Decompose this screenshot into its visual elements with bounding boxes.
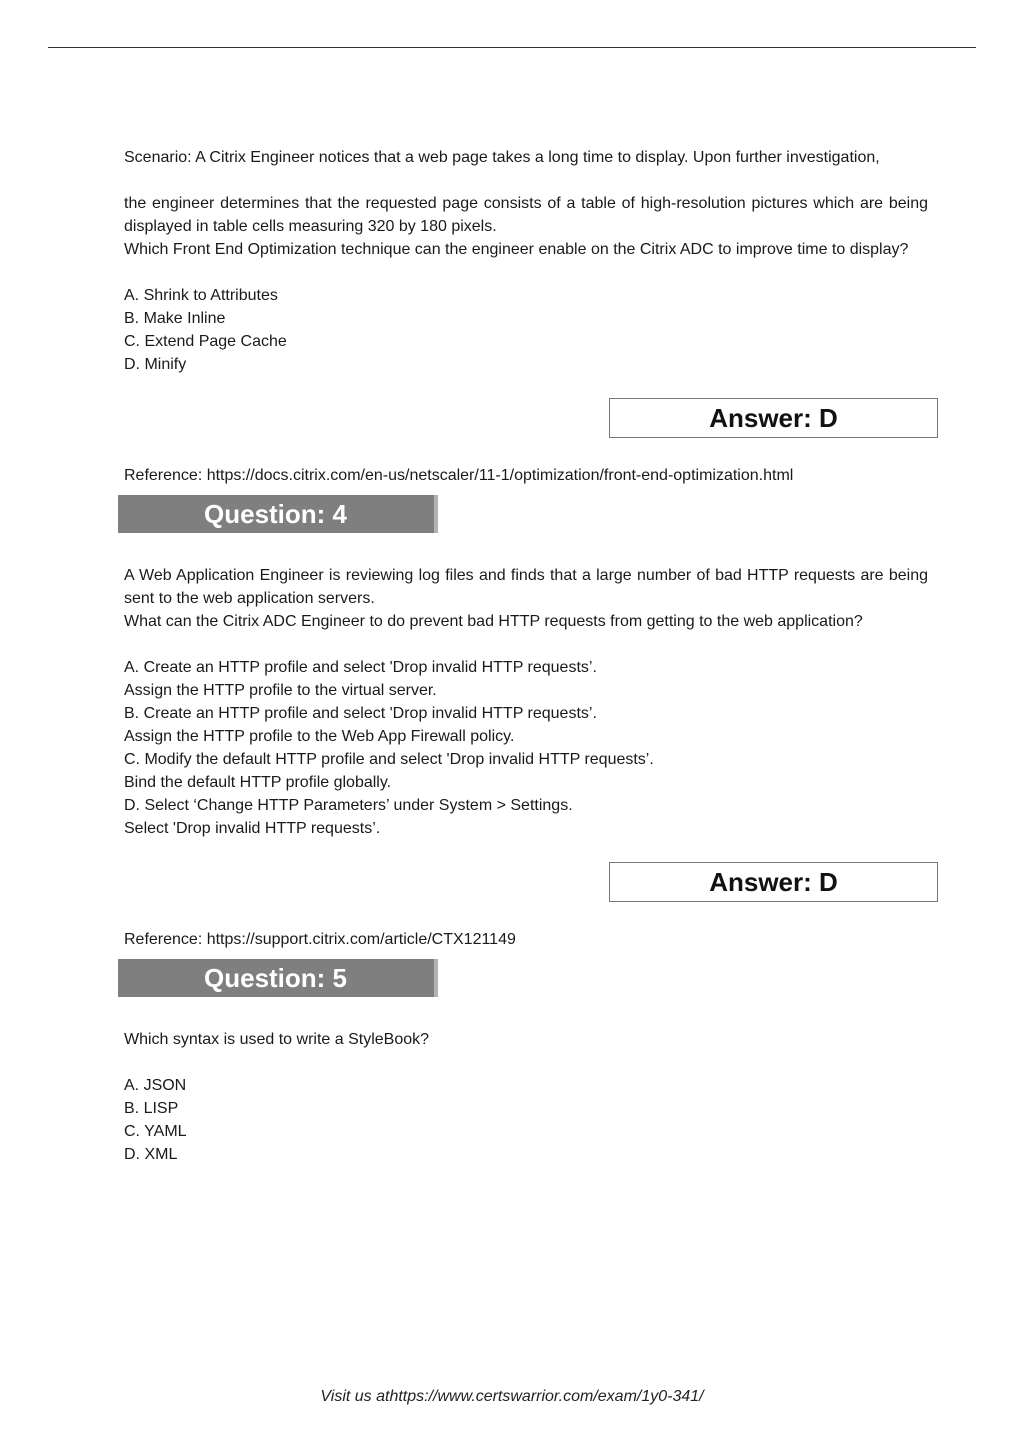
q4-paragraph-2: What can the Citrix ADC Engineer to do prevent bad HTTP requests from getting to the web application? [124, 613, 863, 630]
q4-option: D. Select ‘Change HTTP Parameters’ under System > Settings. [124, 797, 573, 814]
q4-option: A. Create an HTTP profile and select 'Drop invalid HTTP requests’. [124, 659, 597, 676]
q5-option: A. JSON [124, 1077, 187, 1094]
question-5-heading [118, 959, 438, 997]
q4-option: Assign the HTTP profile to the virtual server. [124, 682, 437, 699]
q3-reference: Reference: https://docs.citrix.com/en-us/netscaler/11-1/optimization/front-end-optimization.html [124, 467, 794, 484]
q3-answer-box: Answer: D [609, 398, 938, 438]
q5-paragraph-1: Which syntax is used to write a StyleBook? [124, 1031, 430, 1048]
q4-reference: Reference: https://support.citrix.com/article/CTX121149 [124, 931, 516, 948]
q4-paragraph-1: A Web Application Engineer is reviewing log files and finds that a large number of bad HTTP requests are being sent to the web application servers. [124, 567, 928, 607]
q4-answer-box: Answer: D [609, 862, 938, 902]
footer-link-text: Visit us athttps://www.certswarrior.com/exam/1y0-341/ [320, 1388, 704, 1405]
q3-option: A. Shrink to Attributes [124, 287, 278, 304]
header-rule [48, 47, 976, 48]
q3-option: B. Make Inline [124, 310, 226, 327]
q5-option: D. XML [124, 1146, 178, 1163]
q4-option: Assign the HTTP profile to the Web App Firewall policy. [124, 728, 515, 745]
question-5-heading-label: Question: 5 [204, 963, 348, 993]
q3-paragraph-1: Scenario: A Citrix Engineer notices that a web page takes a long time to display. Upon further investigation, [124, 149, 880, 166]
q4-option: C. Modify the default HTTP profile and select 'Drop invalid HTTP requests’. [124, 751, 654, 768]
question-4-heading [118, 495, 438, 533]
page-content [124, 146, 928, 1166]
q4-option: B. Create an HTTP profile and select 'Drop invalid HTTP requests’. [124, 705, 597, 722]
q5-option: B. LISP [124, 1100, 179, 1117]
q3-paragraph-3: Which Front End Optimization technique can the engineer enable on the Citrix ADC to improve time to display? [124, 241, 909, 258]
question-4-heading-label: Question: 4 [204, 499, 348, 529]
q3-option: C. Extend Page Cache [124, 333, 287, 350]
q5-option: C. YAML [124, 1123, 187, 1140]
q4-option: Select 'Drop invalid HTTP requests’. [124, 820, 381, 837]
q3-option: D. Minify [124, 356, 187, 373]
q3-paragraph-2: the engineer determines that the requested page consists of a table of high-resolution pictures which are being displayed in table cells measuring 320 by 180 pixels. [124, 195, 928, 235]
q4-option: Bind the default HTTP profile globally. [124, 774, 392, 791]
